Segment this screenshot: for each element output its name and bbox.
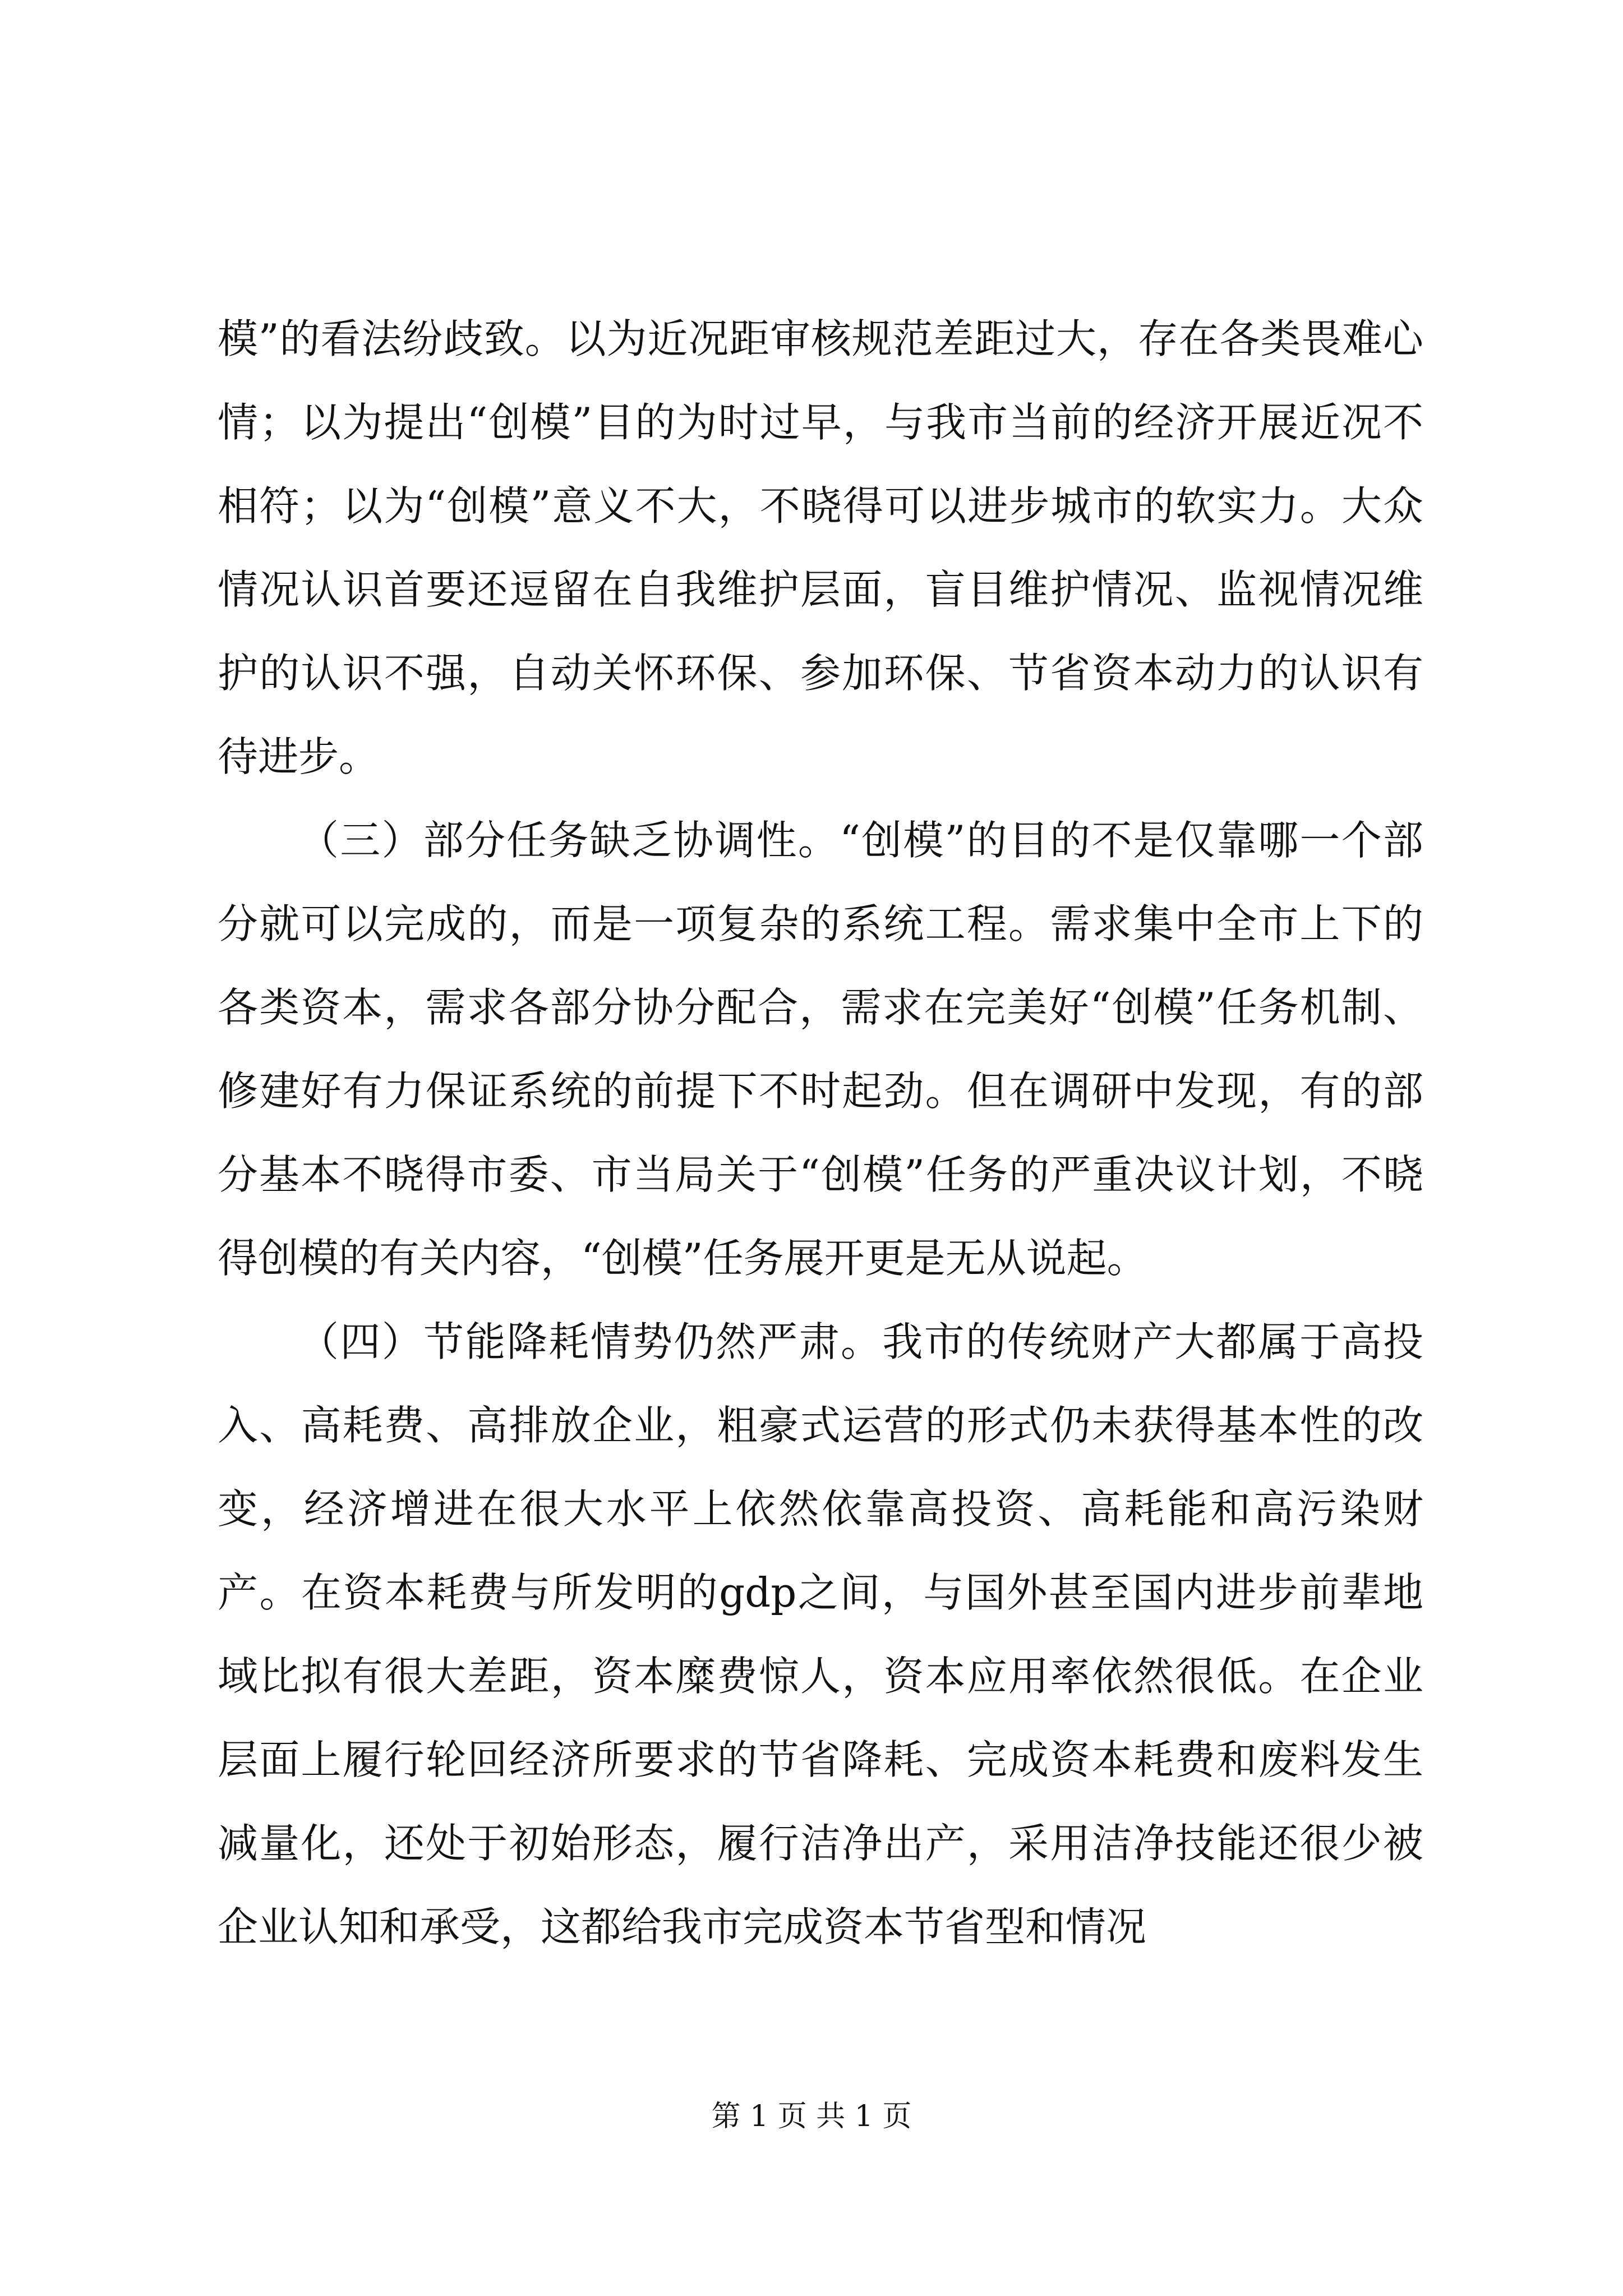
document-body [218,297,1423,1969]
paragraph-section-4: （四）节能降耗情势仍然严肃。我市的传统财产大都属于高投入、高耗费、高排放企业，粗豪式运营的形式仍未获得基本性的改变，经济增进在很大水平上依然依靠高投资、高耗能和高污染财产。在资本耗费与所发明的gdp之间，与国外甚至国内进步前辈地域比拟有很大差距，资本糜费惊人，资本应用率依然很低。在企业层面上履行轮回经济所要求的节省降耗、完成资本耗费和废料发生减量化，还处于初始形态，履行洁净出产，采用洁净技能还很少被企业认知和承受，这都给我市完成资本节省型和情况 [218,1318,1423,1950]
page-number-footer: 第 1 页 共 1 页 [711,2100,912,2133]
paragraph-continuation: 模”的看法纷歧致。以为近况距审核规范差距过大，存在各类畏难心情；以为提出“创模”目的为时过早，与我市当前的经济开展近况不相符；以为“创模”意义不大，不晓得可以进步城市的软实力。大众情况认识首要还逗留在自我维护层面，盲目维护情况、监视情况维护的认识不强，自动关怀环保、参加环保、节省资本动力的认识有待进步。 [218,315,1423,780]
paragraph-section-3: （三）部分任务缺乏协调性。“创模”的目的不是仅靠哪一个部分就可以完成的，而是一项复杂的系统工程。需求集中全市上下的各类资本，需求各部分协分配合，需求在完美好“创模”任务机制、修建好有力保证系统的前提下不时起劲。但在调研中发现，有的部分基本不晓得市委、市当局关于“创模”任务的严重决议计划，不晓得创模的有关内容，“创模”任务展开更是无从说起。 [218,817,1423,1282]
